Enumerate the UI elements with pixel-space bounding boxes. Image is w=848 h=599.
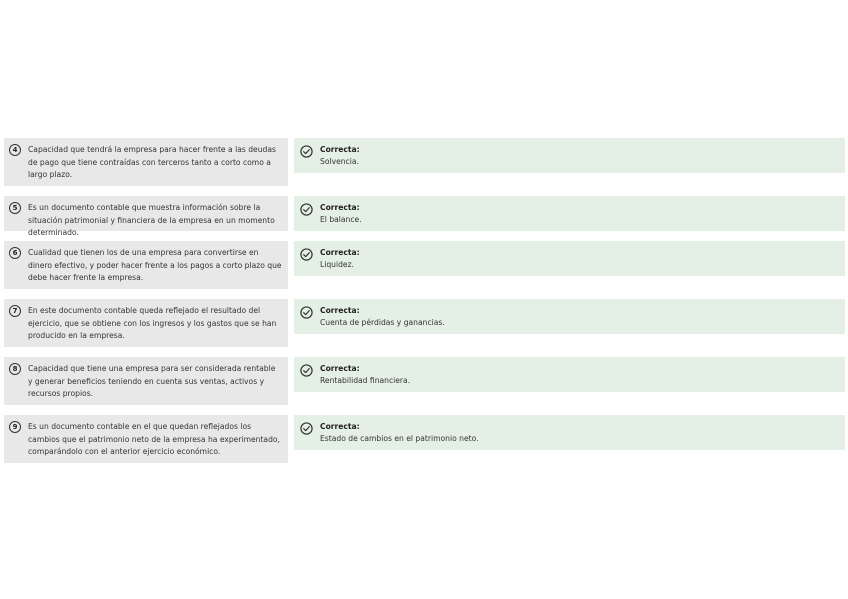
check-circle-icon — [300, 248, 313, 261]
answer-feedback — [294, 138, 845, 173]
question-number-badge: 6 — [9, 247, 21, 259]
answer-status: Correcta: — [320, 364, 360, 373]
check-circle-icon — [300, 422, 313, 435]
question-card — [4, 357, 288, 405]
answer-feedback — [294, 241, 845, 276]
answer-feedback — [294, 357, 845, 392]
check-circle-icon — [300, 364, 313, 377]
question-text: Capacidad que tendrá la empresa para hacer frente a las deudas de pago que tiene contraídas con terceros tanto a corto como a largo plazo. — [28, 145, 276, 179]
question-card — [4, 138, 288, 186]
question-card — [4, 241, 288, 289]
answer-status: Correcta: — [320, 145, 360, 154]
check-circle-icon — [300, 203, 313, 216]
answer-status: Correcta: — [320, 203, 360, 212]
check-circle-icon — [300, 306, 313, 319]
answer-status: Correcta: — [320, 422, 360, 431]
answer-feedback — [294, 196, 845, 231]
answer-feedback — [294, 415, 845, 450]
question-card — [4, 196, 288, 237]
question-number-badge: 4 — [9, 144, 21, 156]
check-circle-icon — [300, 145, 313, 158]
answer-text: El balance. — [320, 215, 362, 224]
question-card — [4, 415, 288, 463]
answer-text: Estado de cambios en el patrimonio neto. — [320, 434, 479, 443]
question-number-badge: 8 — [9, 363, 21, 375]
question-number-badge: 9 — [9, 421, 21, 433]
question-number-badge: 7 — [9, 305, 21, 317]
question-number-badge: 5 — [9, 202, 21, 214]
answer-text: Cuenta de pérdidas y ganancias. — [320, 318, 445, 327]
answer-feedback — [294, 299, 845, 334]
answer-text: Liquidez. — [320, 260, 354, 269]
question-text: Capacidad que tiene una empresa para ser considerada rentable y generar beneficios teniendo en cuenta sus ventas, activos y recursos propios. — [28, 364, 276, 398]
answer-status: Correcta: — [320, 248, 360, 257]
question-text: Cualidad que tienen los de una empresa para convertirse en dinero efectivo, y poder hacer frente a los pagos a corto plazo que debe hacer frente la empresa. — [28, 248, 282, 282]
question-text: En este documento contable queda reflejado el resultado del ejercicio, que se obtiene con los ingresos y los gastos que se han producido en la empresa. — [28, 306, 277, 340]
question-text: Es un documento contable en el que quedan reflejados los cambios que el patrimonio neto de la empresa ha experimentado, comparándolo con el anterior ejercicio económico. — [28, 422, 280, 456]
question-text: Es un documento contable que muestra información sobre la situación patrimonial y financiera de la empresa en un momento determinado. — [28, 203, 275, 237]
answer-text: Solvencia. — [320, 157, 359, 166]
answer-text: Rentabilidad financiera. — [320, 376, 411, 385]
question-card — [4, 299, 288, 347]
answer-status: Correcta: — [320, 306, 360, 315]
